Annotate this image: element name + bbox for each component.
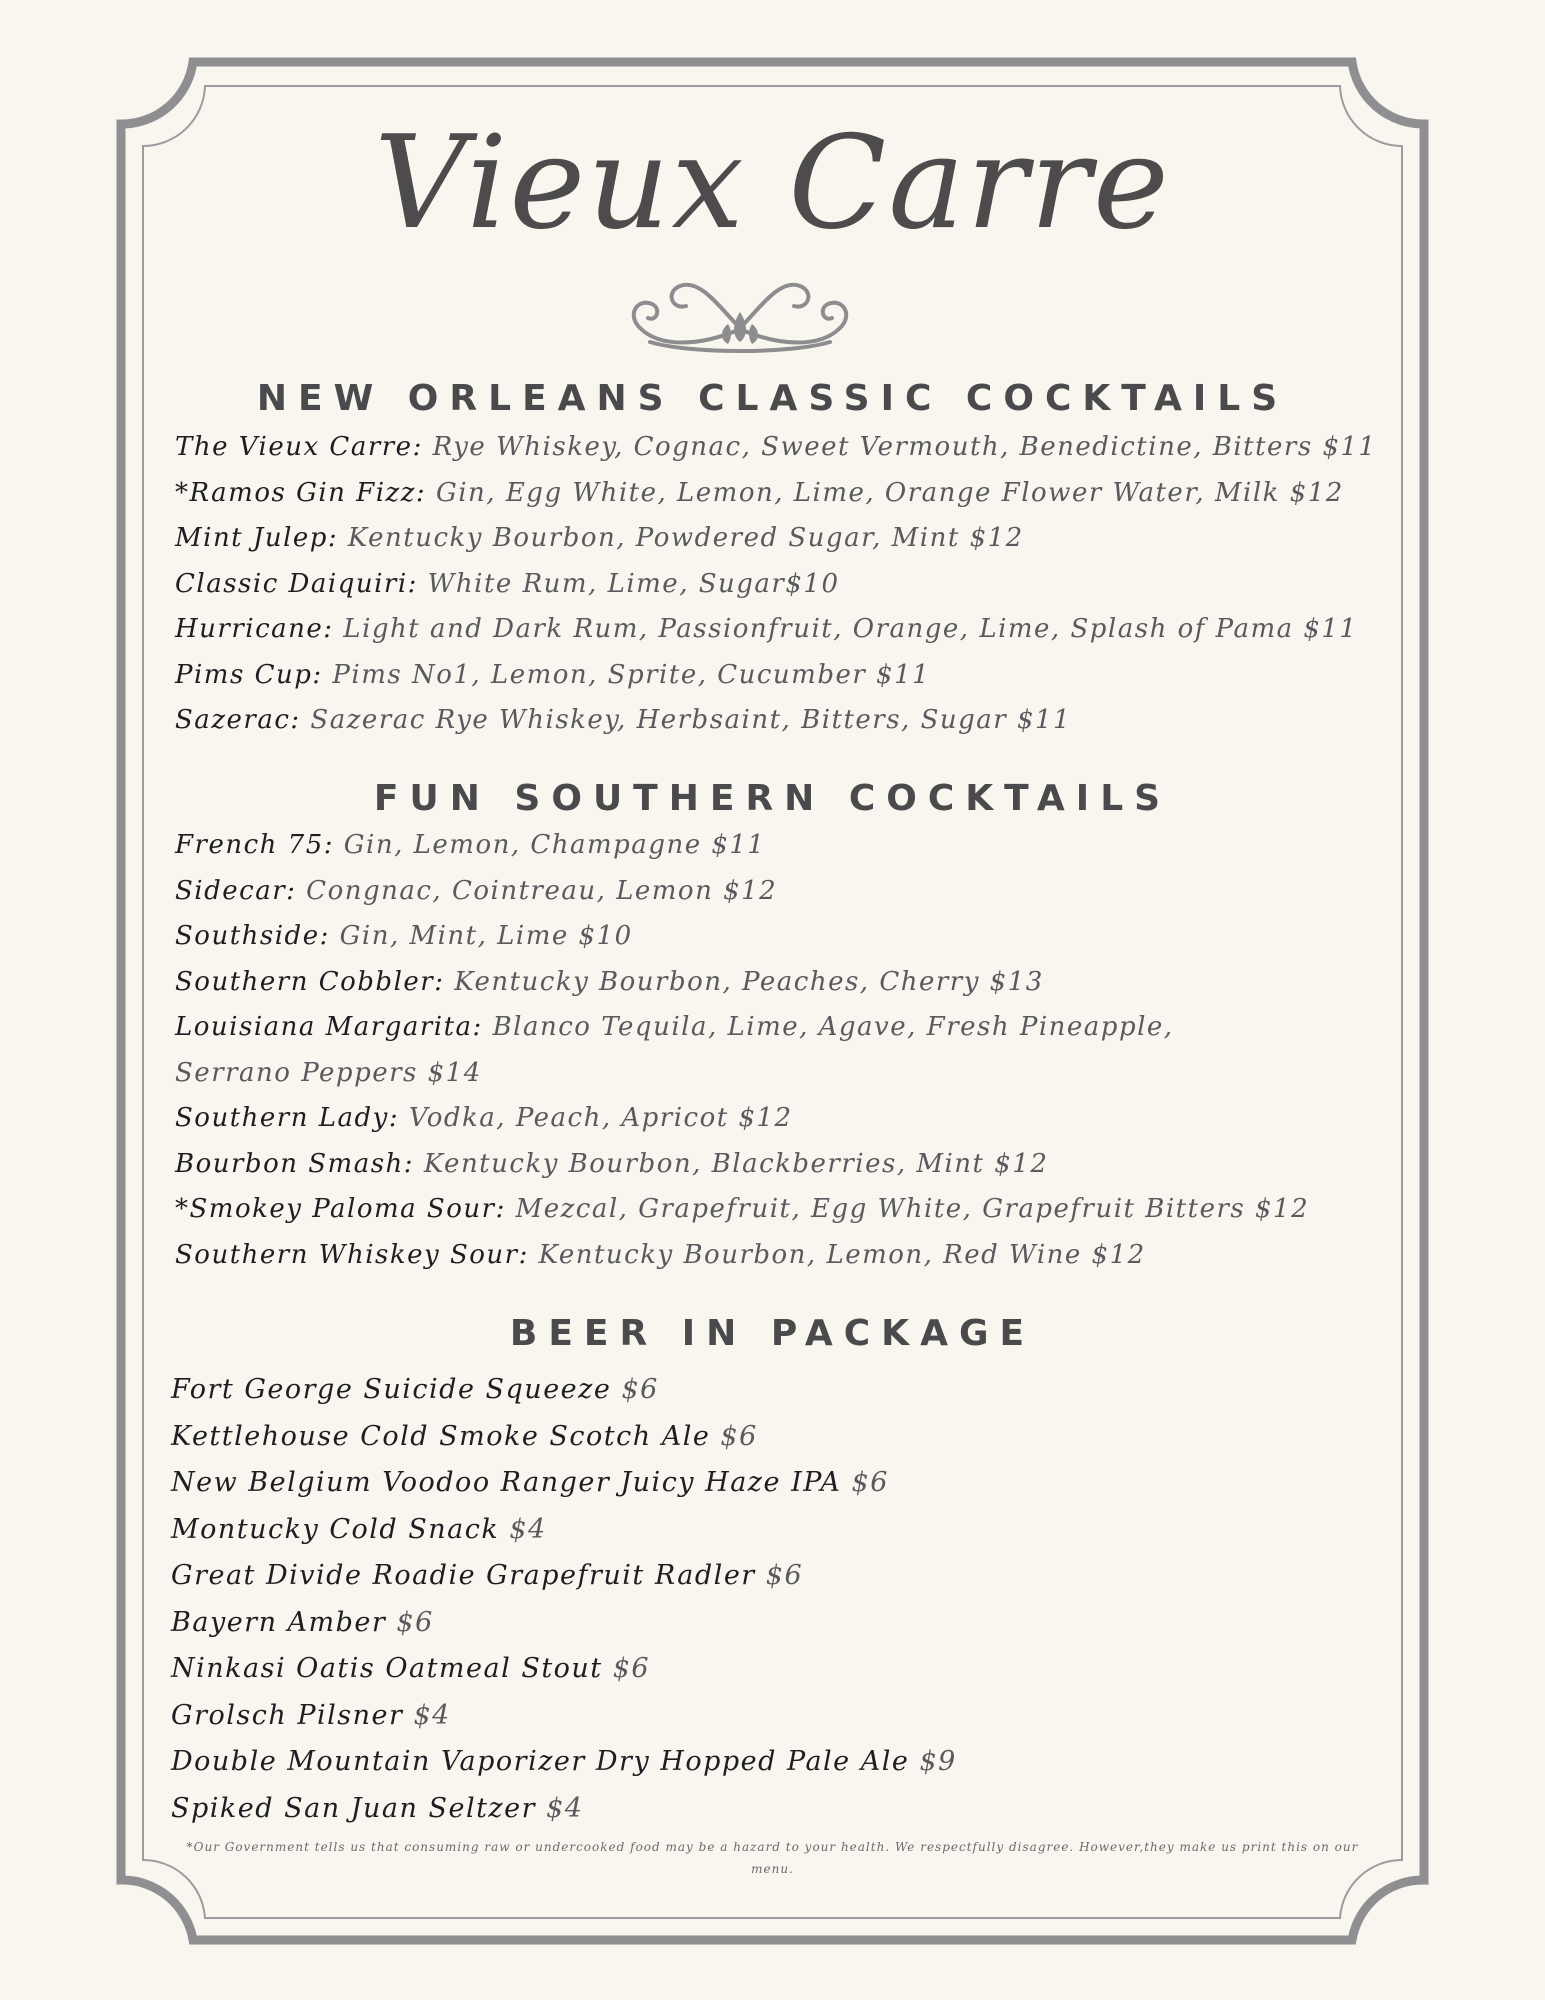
item-price: $9 xyxy=(909,1746,957,1777)
list-item xyxy=(171,1646,1371,1693)
list-item xyxy=(175,1187,1375,1233)
item-name: *Smokey Paloma Sour: xyxy=(175,1194,506,1224)
list-item xyxy=(175,516,1375,562)
item-name: Sazerac: xyxy=(175,705,301,735)
list-item xyxy=(175,653,1375,699)
item-name: *Ramos Gin Fizz: xyxy=(175,477,427,508)
list-item xyxy=(171,1414,1371,1461)
list-item xyxy=(171,1460,1371,1507)
item-desc: Light and Dark Rum, Passionfruit, Orange, Lime, Splash of Pama $11 xyxy=(333,614,1358,644)
item-desc: Congnac, Cointreau, Lemon $12 xyxy=(296,875,778,906)
item-desc: Pims No1, Lemon, Sprite, Cucumber $11 xyxy=(322,659,931,690)
item-name: Sidecar: xyxy=(175,875,297,906)
list-item xyxy=(171,1553,1371,1600)
item-price: $4 xyxy=(499,1513,547,1545)
item-name: Louisiana Margarita: xyxy=(175,1012,483,1042)
item-name: Southern Cobbler: xyxy=(175,966,445,997)
item-name: Southern Lady: xyxy=(175,1103,400,1133)
item-price: $6 xyxy=(386,1606,434,1638)
list-item xyxy=(175,914,1375,960)
item-name: Montucky Cold Snack xyxy=(171,1513,500,1545)
item-desc: Rye Whiskey, Cognac, Sweet Vermouth, Benedictine, Bitters $11 xyxy=(422,432,1377,462)
item-desc: Gin, Egg White, Lemon, Lime, Orange Flower Water, Milk $12 xyxy=(426,477,1344,508)
list-item xyxy=(175,823,1375,869)
item-desc: Blanco Tequila, Lime, Agave, Fresh Pineapple, Serrano Peppers $14 xyxy=(175,1012,1174,1088)
section-heading-classic: NEW ORLEANS CLASSIC COCKTAILS xyxy=(256,378,1289,419)
list-item xyxy=(175,1233,1375,1279)
item-name: Grolsch Pilsner xyxy=(171,1699,404,1731)
item-desc: Kentucky Bourbon, Powdered Sugar, Mint $12 xyxy=(338,523,1024,553)
item-desc: Vodka, Peach, Apricot $12 xyxy=(399,1103,793,1133)
section-heading-beer: BEER IN PACKAGE xyxy=(509,1313,1036,1354)
item-price: $6 xyxy=(841,1467,889,1498)
item-desc: Gin, Mint, Lime $10 xyxy=(329,921,633,951)
item-name: Pims Cup: xyxy=(175,659,323,690)
list-item xyxy=(175,1096,1375,1142)
item-name: Fort George Suicide Squeeze xyxy=(171,1374,612,1405)
item-name: Ninkasi Oatis Oatmeal Stout xyxy=(171,1653,603,1684)
southern-cocktails-list xyxy=(175,823,1375,1278)
list-item xyxy=(171,1600,1371,1647)
list-item xyxy=(175,471,1375,517)
item-price: $6 xyxy=(611,1374,659,1405)
item-desc: Kentucky Bourbon, Blackberries, Mint $12 xyxy=(414,1148,1049,1179)
item-name: Bayern Amber xyxy=(171,1606,387,1638)
list-item xyxy=(171,1786,1371,1833)
item-desc: White Rum, Lime, Sugar$10 xyxy=(417,568,840,599)
list-item xyxy=(175,1142,1375,1188)
section-heading-southern: FUN SOUTHERN COCKTAILS xyxy=(373,778,1172,819)
list-item xyxy=(175,869,1375,915)
item-price: $4 xyxy=(403,1699,451,1731)
item-price: $6 xyxy=(602,1653,651,1684)
item-name: Double Mountain Vaporizer Dry Hopped Pale Ale xyxy=(171,1746,910,1777)
item-price: $6 xyxy=(710,1420,758,1452)
beer-list xyxy=(171,1367,1371,1832)
item-name: Kettlehouse Cold Smoke Scotch Ale xyxy=(171,1420,711,1452)
item-desc: Kentucky Bourbon, Peaches, Cherry $13 xyxy=(444,966,1044,997)
list-item xyxy=(175,960,1375,1006)
item-name: Spiked San Juan Seltzer xyxy=(171,1792,537,1824)
list-item xyxy=(175,1005,1295,1096)
list-item xyxy=(175,607,1375,653)
item-name: Classic Daiquiri: xyxy=(175,568,418,599)
item-name: Southside: xyxy=(175,921,330,951)
menu-title: Vieux Carre xyxy=(374,109,1171,258)
list-item xyxy=(171,1739,1371,1786)
item-desc: Kentucky Bourbon, Lemon, Red Wine $12 xyxy=(528,1239,1146,1270)
item-name: The Vieux Carre: xyxy=(175,432,423,462)
item-price: $6 xyxy=(755,1560,804,1591)
list-item xyxy=(175,562,1375,608)
item-desc: Sazerac Rye Whiskey, Herbsaint, Bitters, Sugar $11 xyxy=(300,705,1072,735)
item-name: New Belgium Voodoo Ranger Juicy Haze IPA xyxy=(171,1467,842,1498)
list-item xyxy=(171,1507,1371,1554)
classic-cocktails-list xyxy=(175,425,1375,744)
item-name: French 75: xyxy=(175,830,335,860)
item-name: Bourbon Smash: xyxy=(175,1148,415,1179)
item-price: $4 xyxy=(536,1792,584,1824)
flourish-ornament xyxy=(620,268,860,358)
item-desc: Gin, Lemon, Champagne $11 xyxy=(334,830,766,860)
list-item xyxy=(171,1693,1371,1740)
item-name: Hurricane: xyxy=(175,614,334,644)
item-name: Southern Whiskey Sour: xyxy=(175,1239,529,1270)
list-item xyxy=(171,1367,1371,1414)
list-item xyxy=(175,425,1375,471)
item-name: Great Divide Roadie Grapefruit Radler xyxy=(171,1560,756,1591)
item-name: Mint Julep: xyxy=(175,523,339,553)
health-disclaimer: *Our Government tells us that consuming raw or undercooked food may be a hazard to your health. We respectfully disagree. However,they make us print this on our menu. xyxy=(186,1840,1359,1876)
list-item xyxy=(175,698,1375,744)
item-desc: Mezcal, Grapefruit, Egg White, Grapefruit Bitters $12 xyxy=(505,1194,1310,1224)
